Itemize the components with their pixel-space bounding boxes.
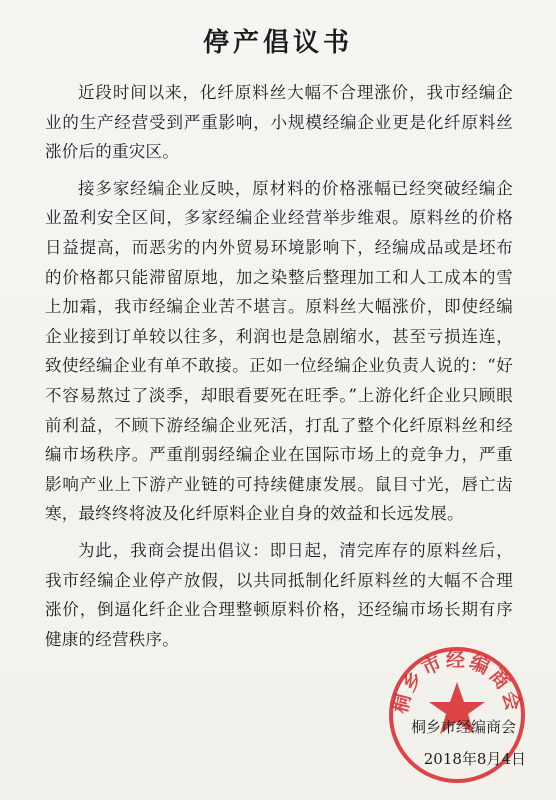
document-title: 停产倡议书 [202, 28, 353, 58]
document-body [45, 78, 513, 661]
signature-organization: 桐乡市经编商会 [410, 718, 516, 736]
paragraph-3: 为此，我商会提出倡议：即日起，清完库存的原料丝后，我市经编企业停产放假，以共同抵制化纤原料丝的大幅不合理涨价，倒逼化纤企业合理整顿原料价格，还经编市场长期有序健康的经营秩序。 [45, 540, 513, 649]
signature-date: 2018年8月4日 [423, 750, 526, 768]
paragraph-1: 近段时间以来，化纤原料丝大幅不合理涨价，我市经编企业的生产经营受到严重影响，小规模经编企业更是化纤原料丝涨价后的重灾区。 [45, 83, 513, 162]
paragraph-2: 接多家经编企业反映，原材料的价格涨幅已经突破经编企业盈利安全区间，多家经编企业经营举步维艰。原料丝的价格日益提高，而恶劣的内外贸易环境影响下，经编成品或是坯布的价格都只能滞留原地，加之染整后整理加工和人工成本的雪上加霜，我市经编企业苦不堪言。原料丝大幅涨价，即使经编企业接到订单较以往多，利润也是急剧缩水，甚至亏损连连，致使经编企业有单不敢接。正如一位经编企业负责人说的：“好不容易熬过了淡季，却眼看要死在旺季。”上游化纤企业只顾眼前利益，不顾下游经编企业死活，打乱了整个化纤原料丝和经编市场秩序。严重削弱经编企业在国际市场上的竞争力，严重影响产业上下游产业链的可持续健康发展。鼠目寸光，唇亡齿寒，最终终将波及化纤原料企业自身的效益和长远发展。 [45, 178, 513, 524]
seal-text: 桐乡市经编商会 [389, 649, 525, 716]
